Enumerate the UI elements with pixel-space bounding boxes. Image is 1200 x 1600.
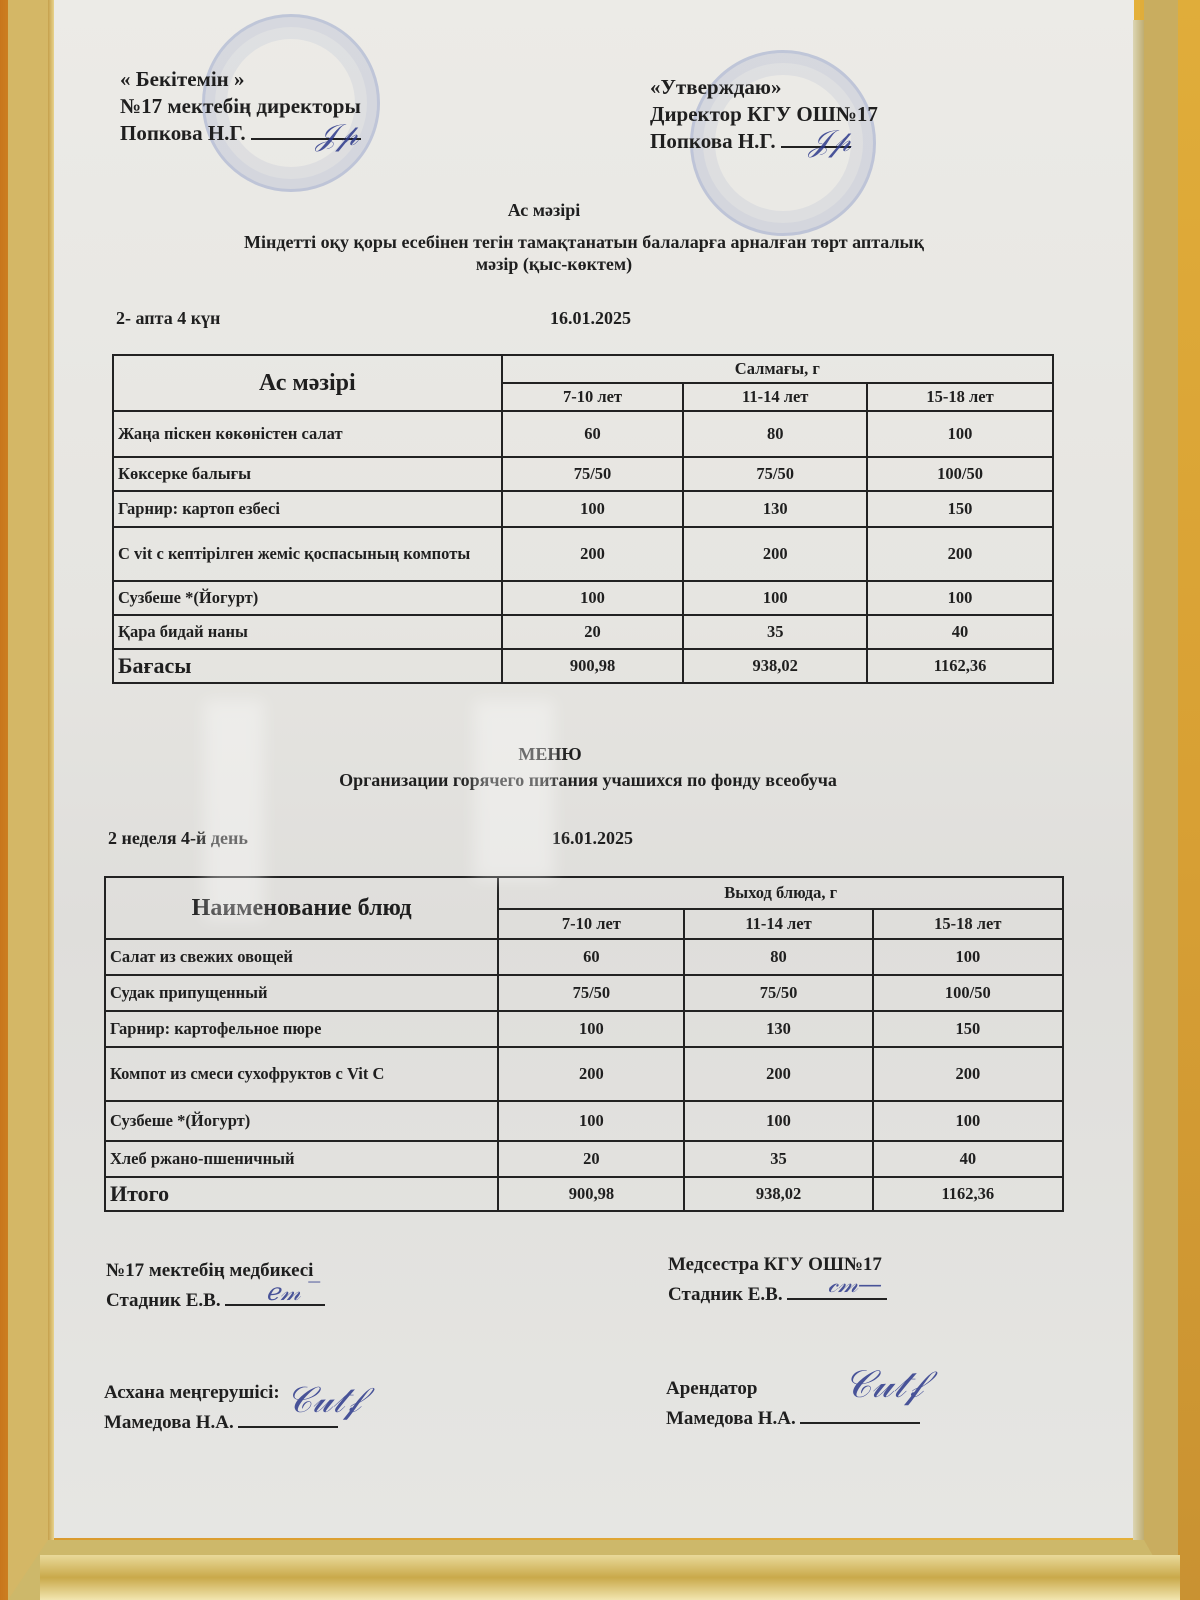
director-signature-left-icon: 𝒥𝓅 [316,118,359,153]
ru-week-day: 2 неделя 4-й день [108,828,248,848]
weight-value: 60 [502,411,684,457]
total-value: 900,98 [498,1177,684,1211]
total-value: 1162,36 [867,649,1053,683]
yield-value: 100 [498,1101,684,1141]
gold-frame [8,0,1178,1600]
weight-value: 20 [502,615,684,649]
ru-group-header: Выход блюда, г [498,877,1063,909]
kz-week-day: 2- апта 4 күн [116,308,221,328]
weight-value: 100 [867,411,1053,457]
kz-group-header: Салмағы, г [502,355,1053,383]
total-label: Итого [105,1177,498,1211]
ru-name-header: Наименование блюд [105,877,498,939]
ru-subtitle: Организации горячего питания учашихся по фонду всеобуча [339,770,837,790]
dish-name: Көксерке балығы [113,457,502,491]
yield-value: 150 [873,1011,1063,1047]
yield-value: 200 [498,1047,684,1101]
yield-value: 40 [873,1141,1063,1177]
weight-value: 75/50 [502,457,684,491]
kz-name-header: Ас мәзірі [113,355,502,411]
yield-value: 200 [873,1047,1063,1101]
ru-date: 16.01.2025 [552,828,633,848]
weight-value: 80 [683,411,867,457]
weight-value: 200 [867,527,1053,581]
nurse-signature-right-icon: 𝒸𝓂— [828,1270,883,1298]
nurse-ru-title: Медсестра КГУ ОШ№17 [668,1254,882,1275]
approval-left-line2: №17 мектебің директоры [120,94,361,118]
yield-value: 100 [873,939,1063,975]
kz-age-col-3: 15-18 лет [867,383,1053,411]
approval-right-line2: Директор КГУ ОШ№17 [650,102,878,126]
weight-value: 100 [867,581,1053,615]
yield-value: 100/50 [873,975,1063,1011]
weight-value: 100 [683,581,867,615]
weight-value: 200 [683,527,867,581]
weight-value: 130 [683,491,867,527]
approval-right-name: Попкова Н.Г. [650,129,776,153]
kz-subtitle-line1: Міндетті оқу қоры есебінен тегін тамақтанатын балаларға арналған төрт апталық [244,232,924,252]
yield-value: 20 [498,1141,684,1177]
weight-value: 75/50 [683,457,867,491]
dish-name: Судак припущенный [105,975,498,1011]
dish-name: Салат из свежих овощей [105,939,498,975]
total-value: 938,02 [684,1177,872,1211]
approval-left-name: Попкова Н.Г. [120,121,246,145]
nurse-signature-left-icon: ℯ𝓂 ‾ [266,1278,321,1306]
yield-value: 100 [498,1011,684,1047]
dish-name: Қара бидай наны [113,615,502,649]
dish-name: Сузбеше *(Йогурт) [113,581,502,615]
tenant-signature-right-icon: 𝒞𝓊𝓉𝒻 [844,1362,924,1406]
weight-value: 100/50 [867,457,1053,491]
nurse-ru-name: Стадник Е.В. [668,1284,783,1305]
canteen-kz-name: Мамедова Н.А. [104,1412,234,1433]
ru-age-col-3: 15-18 лет [873,909,1063,939]
yield-value: 75/50 [498,975,684,1011]
dish-name: Гарнир: картофельное пюре [105,1011,498,1047]
total-value: 1162,36 [873,1177,1063,1211]
yield-value: 60 [498,939,684,975]
kz-age-col-1: 7-10 лет [502,383,684,411]
yield-value: 80 [684,939,872,975]
kz-age-col-2: 11-14 лет [683,383,867,411]
weight-value: 35 [683,615,867,649]
ru-age-col-1: 7-10 лет [498,909,684,939]
approval-left-line1: « Бекітемін » [120,67,245,91]
ru-age-col-2: 11-14 лет [684,909,872,939]
dish-name: Жаңа піскен көкөністен салат [113,411,502,457]
weight-value: 200 [502,527,684,581]
nurse-kz-name: Стадник Е.В. [106,1290,221,1311]
yield-value: 130 [684,1011,872,1047]
kz-title: Ас мәзірі [507,200,581,220]
total-value: 900,98 [502,649,684,683]
ru-title: МЕНЮ [518,744,582,764]
director-signature-right-icon: 𝒥𝓅 [809,124,852,159]
dish-name: Хлеб ржано-пшеничный [105,1141,498,1177]
tenant-ru-name: Мамедова Н.А. [666,1408,796,1429]
canteen-kz-title: Асхана меңгерушісі: [104,1382,280,1403]
weight-value: 100 [502,581,684,615]
canteen-signature-left-icon: 𝒞𝓊𝓉𝒻 [286,1380,361,1421]
yield-value: 75/50 [684,975,872,1011]
yield-value: 100 [873,1101,1063,1141]
dish-name: Сузбеше *(Йогурт) [105,1101,498,1141]
weight-value: 100 [502,491,684,527]
dish-name: Гарнир: картоп езбесі [113,491,502,527]
weight-value: 40 [867,615,1053,649]
kz-subtitle-line2: мәзір (қыс-көктем) [475,254,633,274]
nurse-kz-title: №17 мектебің медбикесі [106,1260,314,1281]
approval-right-line1: «Утверждаю» [650,75,782,99]
kz-date: 16.01.2025 [550,308,631,328]
weight-value: 150 [867,491,1053,527]
total-label: Бағасы [113,649,502,683]
dish-name: Компот из смеси сухофруктов с Vit C [105,1047,498,1101]
dish-name: С vit с кептірілген жеміс қоспасының компоты [113,527,502,581]
total-value: 938,02 [683,649,867,683]
tenant-ru-title: Арендатор [666,1378,758,1399]
yield-value: 35 [684,1141,872,1177]
frame-bottom-edge [40,1555,1180,1600]
yield-value: 200 [684,1047,872,1101]
yield-value: 100 [684,1101,872,1141]
